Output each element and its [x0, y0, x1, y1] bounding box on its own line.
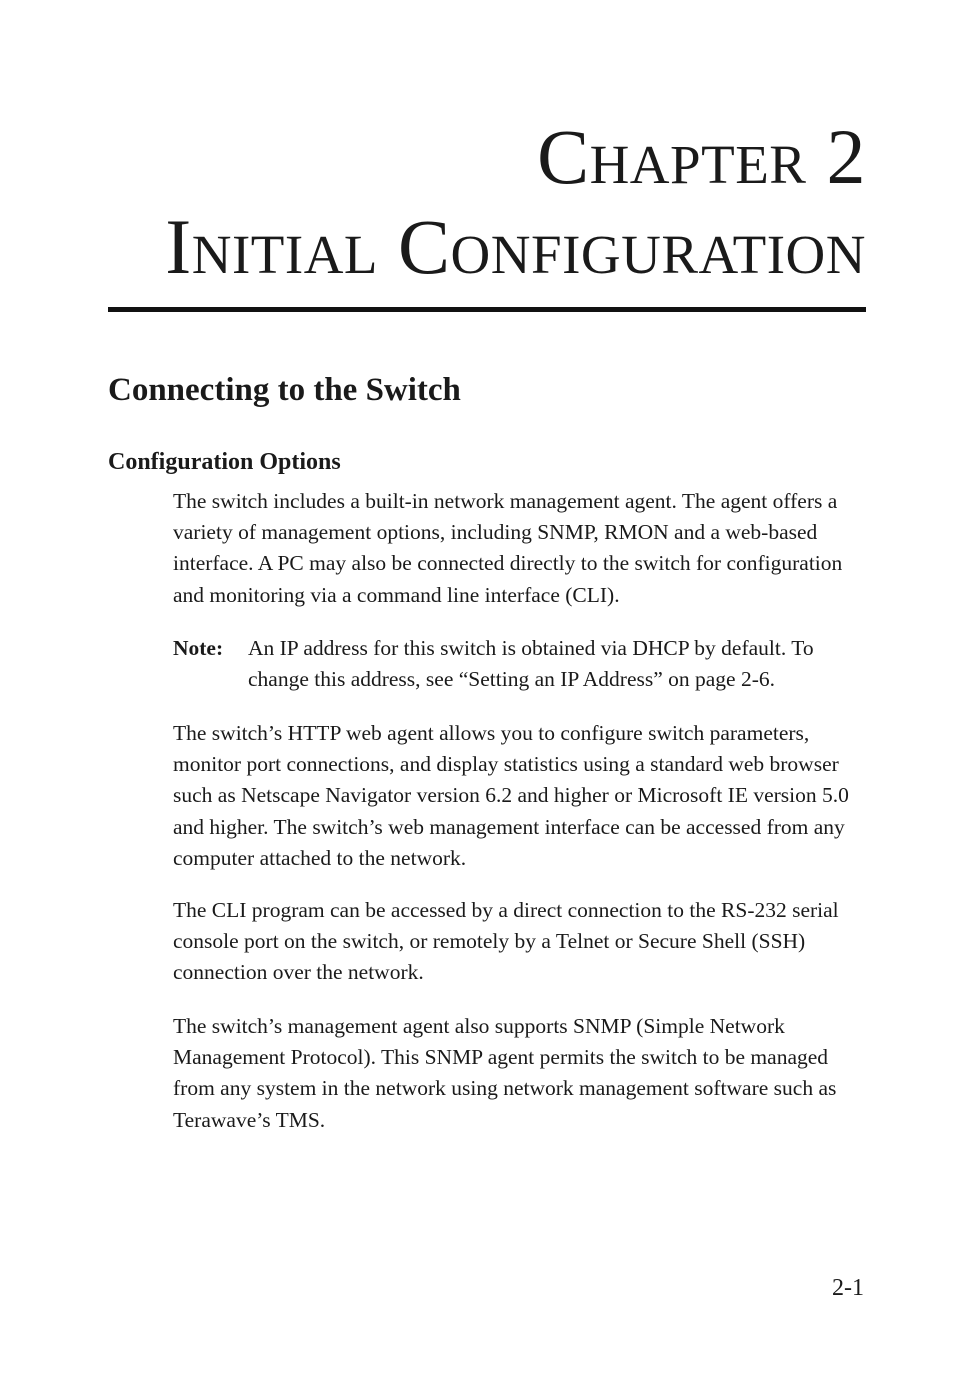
note-label: Note:: [173, 636, 224, 660]
chapter-title: Initial Configuration: [165, 203, 866, 290]
paragraph-snmp-agent: The switch’s management agent also supports SNMP (Simple Network Management Protocol). This SNMP agent permits the switch to be managed from any system in the network using network management software such as Terawave’s TMS.: [173, 1014, 837, 1132]
note-text: An IP address for this switch is obtained via DHCP by default. To change this address, see “Setting an IP Address” on page 2-6.: [248, 636, 814, 692]
chapter-divider: [108, 307, 866, 312]
chapter-heading: [165, 113, 866, 298]
paragraph-cli-program: The CLI program can be accessed by a direct connection to the RS-232 serial console port on the switch, or remotely by a Telnet or Secure Shell (SSH) connection over the network.: [173, 898, 839, 985]
section-title: Connecting to the Switch: [108, 372, 461, 408]
page-number: 2-1: [832, 1275, 864, 1301]
paragraph-configuration-options: The switch includes a built-in network management agent. The agent offers a variety of management options, including SNMP, RMON and a web-based interface. A PC may also be connected directly to the switch for configuration and monitoring via a command line interface (CLI).: [173, 489, 843, 607]
chapter-number: Chapter 2: [537, 113, 866, 200]
paragraph-http-web-agent: The switch’s HTTP web agent allows you to configure switch parameters, monitor port connections, and display statistics using a standard web browser such as Netscape Navigator version 6.2 and higher or Microsoft IE version 5.0 and higher. The switch’s web management interface can be accessed from any computer attached to the network.: [173, 721, 849, 870]
subsection-title: Configuration Options: [108, 449, 341, 475]
